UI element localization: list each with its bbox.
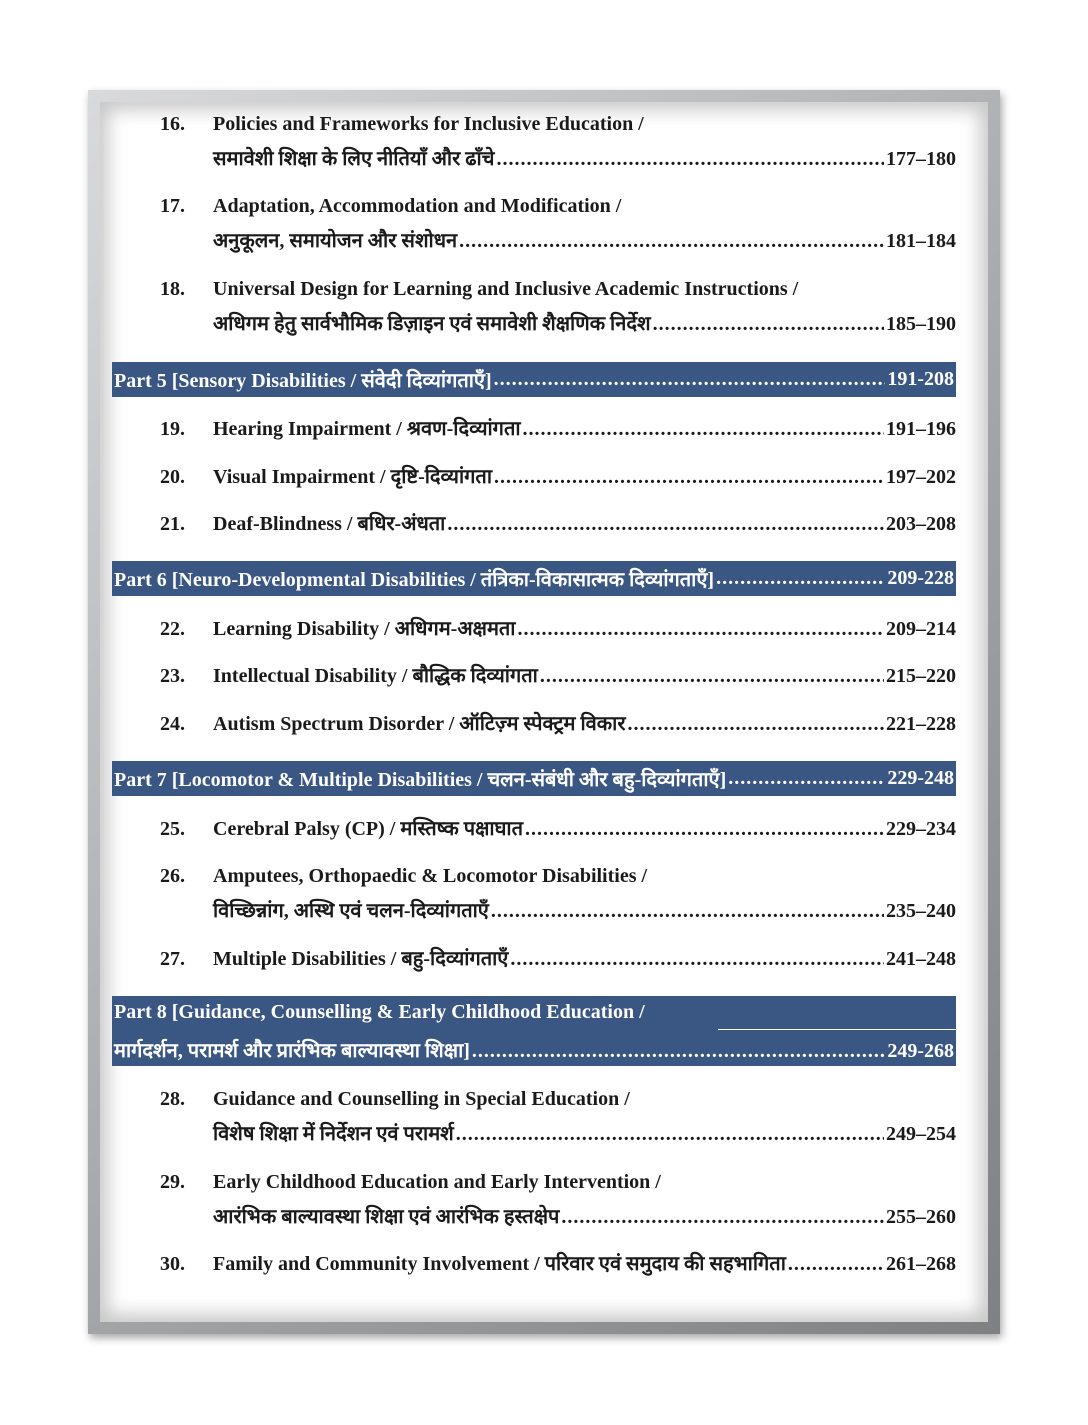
entry-number: 20. bbox=[160, 466, 185, 488]
entry-number: 21. bbox=[160, 513, 185, 535]
entry-number: 25. bbox=[160, 818, 185, 840]
entry-title: Cerebral Palsy (CP) / मस्तिष्क पक्षाघात bbox=[213, 818, 523, 840]
part-6-header[interactable] bbox=[112, 561, 956, 596]
entry-number: 29. bbox=[160, 1171, 185, 1193]
dot-leader bbox=[472, 1040, 885, 1063]
dot-leader bbox=[788, 1252, 884, 1276]
entry-number: 27. bbox=[160, 948, 185, 970]
dot-leader bbox=[459, 229, 884, 253]
dot-leader bbox=[510, 947, 884, 971]
page-range: 181–184 bbox=[886, 230, 956, 252]
toc-entry-17[interactable] bbox=[160, 194, 956, 256]
dot-leader bbox=[447, 512, 884, 536]
page-range: 241–248 bbox=[886, 948, 956, 970]
entry-number: 28. bbox=[160, 1088, 185, 1110]
entry-title: Autism Spectrum Disorder / ऑटिज़्म स्पेक्ट्रम विकार bbox=[213, 713, 626, 735]
page-range: 209–214 bbox=[886, 618, 956, 640]
entry-title: Visual Impairment / दृष्टि-दिव्यांगता bbox=[213, 466, 492, 488]
part-5-header[interactable] bbox=[112, 362, 956, 397]
entry-title: Learning Disability / अधिगम-अक्षमता bbox=[213, 618, 516, 640]
entry-title: Guidance and Counselling in Special Education / bbox=[213, 1088, 630, 1110]
part-page-range: 191-208 bbox=[887, 368, 954, 390]
dot-leader bbox=[653, 312, 884, 336]
part-page-range: 209-228 bbox=[887, 567, 954, 589]
dot-leader bbox=[494, 368, 886, 391]
part-label: Part 7 [Locomotor & Multiple Disabilities / चलन-संबंधी और बहु-दिव्यांगताएँ] bbox=[114, 769, 727, 791]
entry-title-hindi: अनुकूलन, समायोजन और संशोधन bbox=[213, 230, 458, 252]
dot-leader bbox=[494, 465, 884, 489]
page-range: 191–196 bbox=[886, 418, 956, 440]
page-range: 229–234 bbox=[886, 818, 956, 840]
toc-entry-28[interactable] bbox=[160, 1087, 956, 1149]
entry-title-hindi: आरंभिक बाल्यावस्था शिक्षा एवं आरंभिक हस्तक्षेप bbox=[213, 1206, 560, 1228]
part-label: Part 6 [Neuro-Developmental Disabilities / तंत्रिका-विकासात्मक दिव्यांगताएँ] bbox=[114, 569, 715, 591]
entry-title: Universal Design for Learning and Inclusive Academic Instructions / bbox=[213, 278, 799, 300]
entry-title: Family and Community Involvement / परिवार एवं समुदाय की सहभागिता bbox=[213, 1253, 786, 1275]
header-rule bbox=[718, 1029, 956, 1030]
dot-leader bbox=[628, 712, 885, 736]
part-label: Part 5 [Sensory Disabilities / संवेदी दिव्यांगताएँ] bbox=[114, 370, 492, 392]
entry-title: Deaf-Blindness / बधिर-अंधता bbox=[213, 513, 446, 535]
dot-leader bbox=[716, 567, 885, 590]
part-label-line2: मार्गदर्शन, परामर्श और प्रारंभिक बाल्यावस्था शिक्षा] bbox=[114, 1040, 470, 1062]
dot-leader bbox=[518, 617, 885, 641]
page-range: 255–260 bbox=[886, 1206, 956, 1228]
toc-entry-18[interactable] bbox=[160, 277, 956, 339]
page-range: 249–254 bbox=[886, 1123, 956, 1145]
part-page-range: 249-268 bbox=[887, 1040, 954, 1062]
entry-title-hindi: विशेष शिक्षा में निर्देशन एवं परामर्श bbox=[213, 1123, 454, 1145]
page-range: 215–220 bbox=[886, 665, 956, 687]
entry-number: 23. bbox=[160, 665, 185, 687]
toc-entry-29[interactable] bbox=[160, 1170, 956, 1232]
entry-number: 22. bbox=[160, 618, 185, 640]
page-range: 197–202 bbox=[886, 466, 956, 488]
entry-title: Early Childhood Education and Early Intervention / bbox=[213, 1171, 661, 1193]
entry-title: Hearing Impairment / श्रवण-दिव्यांगता bbox=[213, 418, 521, 440]
entry-number: 19. bbox=[160, 418, 185, 440]
page-range: 203–208 bbox=[886, 513, 956, 535]
part-page-range: 229-248 bbox=[887, 767, 954, 789]
dot-leader bbox=[523, 417, 884, 441]
entry-title-hindi: विच्छिन्नांग, अस्थि एवं चलन-दिव्यांगताएँ bbox=[213, 900, 489, 922]
entry-title: Intellectual Disability / बौद्धिक दिव्यांगता bbox=[213, 665, 538, 687]
entry-number: 17. bbox=[160, 195, 185, 217]
part-label-line1: Part 8 [Guidance, Counselling & Early Childhood Education / bbox=[114, 1001, 645, 1023]
entry-number: 16. bbox=[160, 113, 185, 135]
toc-entry-16[interactable] bbox=[160, 112, 956, 174]
entry-title: Amputees, Orthopaedic & Locomotor Disabilities / bbox=[213, 865, 648, 887]
page-range: 177–180 bbox=[886, 148, 956, 170]
entry-title-hindi: अधिगम हेतु सार्वभौमिक डिज़ाइन एवं समावेशी शैक्षणिक निर्देश bbox=[213, 313, 651, 335]
dot-leader bbox=[561, 1205, 884, 1229]
part-7-header[interactable] bbox=[112, 761, 956, 796]
entry-title-hindi: समावेशी शिक्षा के लिए नीतियाँ और ढाँचे bbox=[213, 148, 495, 170]
dot-leader bbox=[540, 664, 884, 688]
entry-title: Multiple Disabilities / बहु-दिव्यांगताएँ bbox=[213, 948, 509, 970]
dot-leader bbox=[525, 817, 884, 841]
dot-leader bbox=[456, 1122, 884, 1146]
dot-leader bbox=[496, 147, 884, 171]
entry-number: 24. bbox=[160, 713, 185, 735]
entry-number: 30. bbox=[160, 1253, 185, 1275]
page-range: 221–228 bbox=[886, 713, 956, 735]
page-range: 185–190 bbox=[886, 313, 956, 335]
dot-leader bbox=[491, 899, 884, 923]
entry-number: 26. bbox=[160, 865, 185, 887]
entry-title: Policies and Frameworks for Inclusive Education / bbox=[213, 113, 644, 135]
page-range: 235–240 bbox=[886, 900, 956, 922]
toc-entry-26[interactable] bbox=[160, 864, 956, 926]
entry-title: Adaptation, Accommodation and Modification / bbox=[213, 195, 622, 217]
part-8-header[interactable] bbox=[112, 996, 956, 1066]
entry-number: 18. bbox=[160, 278, 185, 300]
page-range: 261–268 bbox=[886, 1253, 956, 1275]
dot-leader bbox=[728, 767, 885, 790]
